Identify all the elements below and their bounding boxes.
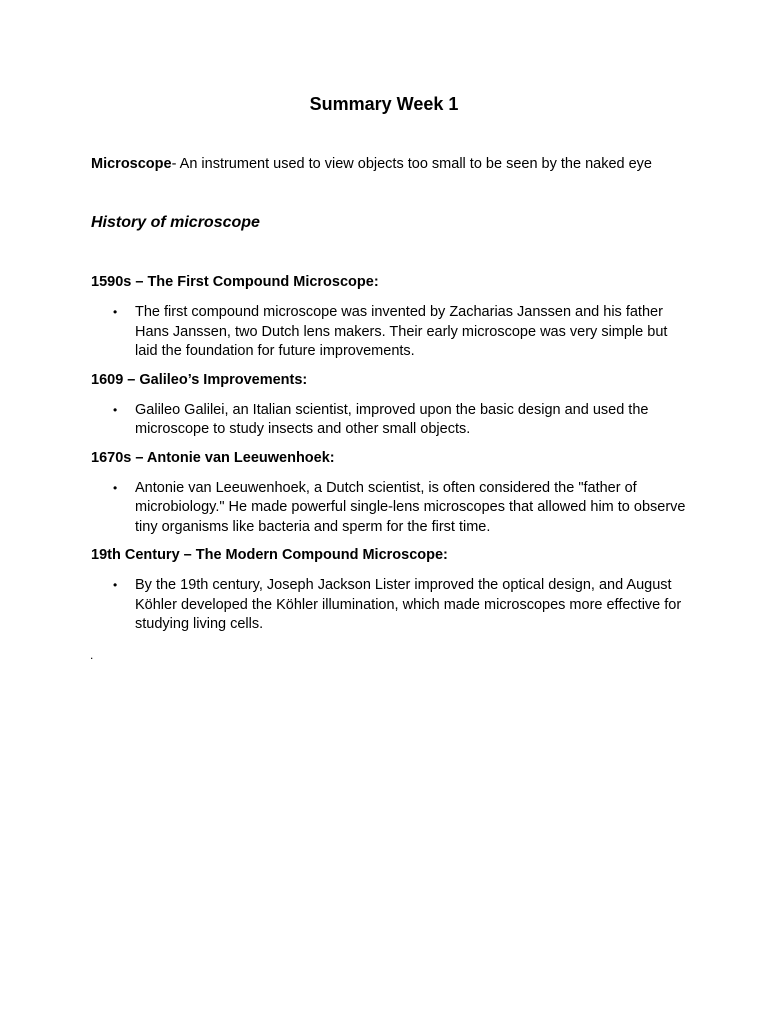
bullet-icon: •	[113, 480, 118, 495]
bullet-text: The first compound microscope was invented by Zacharias Janssen and his father Hans Janssen, two Dutch lens makers. Their early microscope was very simple but laid the foundation for future improvements.	[135, 304, 668, 359]
era-heading: 1590s – The First Compound Microscope:	[91, 274, 379, 290]
trailing-period: .	[90, 648, 94, 662]
bullet-item	[91, 576, 691, 635]
bullet-icon: •	[113, 578, 118, 592]
era-heading: 19th Century – The Modern Compound Microscope:	[91, 547, 448, 563]
bullet-icon: •	[113, 305, 118, 319]
era-heading: 1609 – Galileo’s Improvements:	[91, 371, 308, 388]
history-content	[91, 273, 691, 644]
document-title: Summary Week 1	[309, 94, 459, 114]
era-bullet-list	[91, 576, 691, 635]
era-section	[91, 273, 691, 362]
definition-text: - An instrument used to view objects too small to be seen by the naked eye	[171, 156, 652, 172]
bullet-text: Galileo Galilei, an Italian scientist, improved upon the basic design and used the microscope to study insects and other small objects.	[135, 401, 649, 437]
bullet-icon: •	[113, 402, 118, 417]
era-bullet-list	[91, 401, 691, 440]
definition-paragraph	[91, 155, 711, 174]
bullet-item	[91, 479, 691, 538]
bullet-text: Antonie van Leeuwenhoek, a Dutch scientist, is often considered the "father of microbiology." He made powerful single-lens microscopes that allowed him to observe tiny organisms like bacteria and sperm for the first time.	[135, 479, 686, 535]
bullet-item	[91, 303, 691, 362]
bullet-text: By the 19th century, Joseph Jackson Lister improved the optical design, and August Köhler developed the Köhler illumination, which made microscopes more effective for studying living cells.	[135, 577, 682, 632]
definition-term: Microscope	[91, 156, 172, 172]
era-section	[91, 546, 691, 635]
era-bullet-list	[91, 479, 691, 538]
era-section	[91, 449, 691, 538]
era-bullet-list	[91, 303, 691, 362]
section-heading: History of microscope	[91, 214, 260, 231]
era-heading: 1670s – Antonie van Leeuwenhoek:	[91, 449, 335, 466]
era-section	[91, 371, 691, 440]
bullet-item	[91, 401, 691, 440]
